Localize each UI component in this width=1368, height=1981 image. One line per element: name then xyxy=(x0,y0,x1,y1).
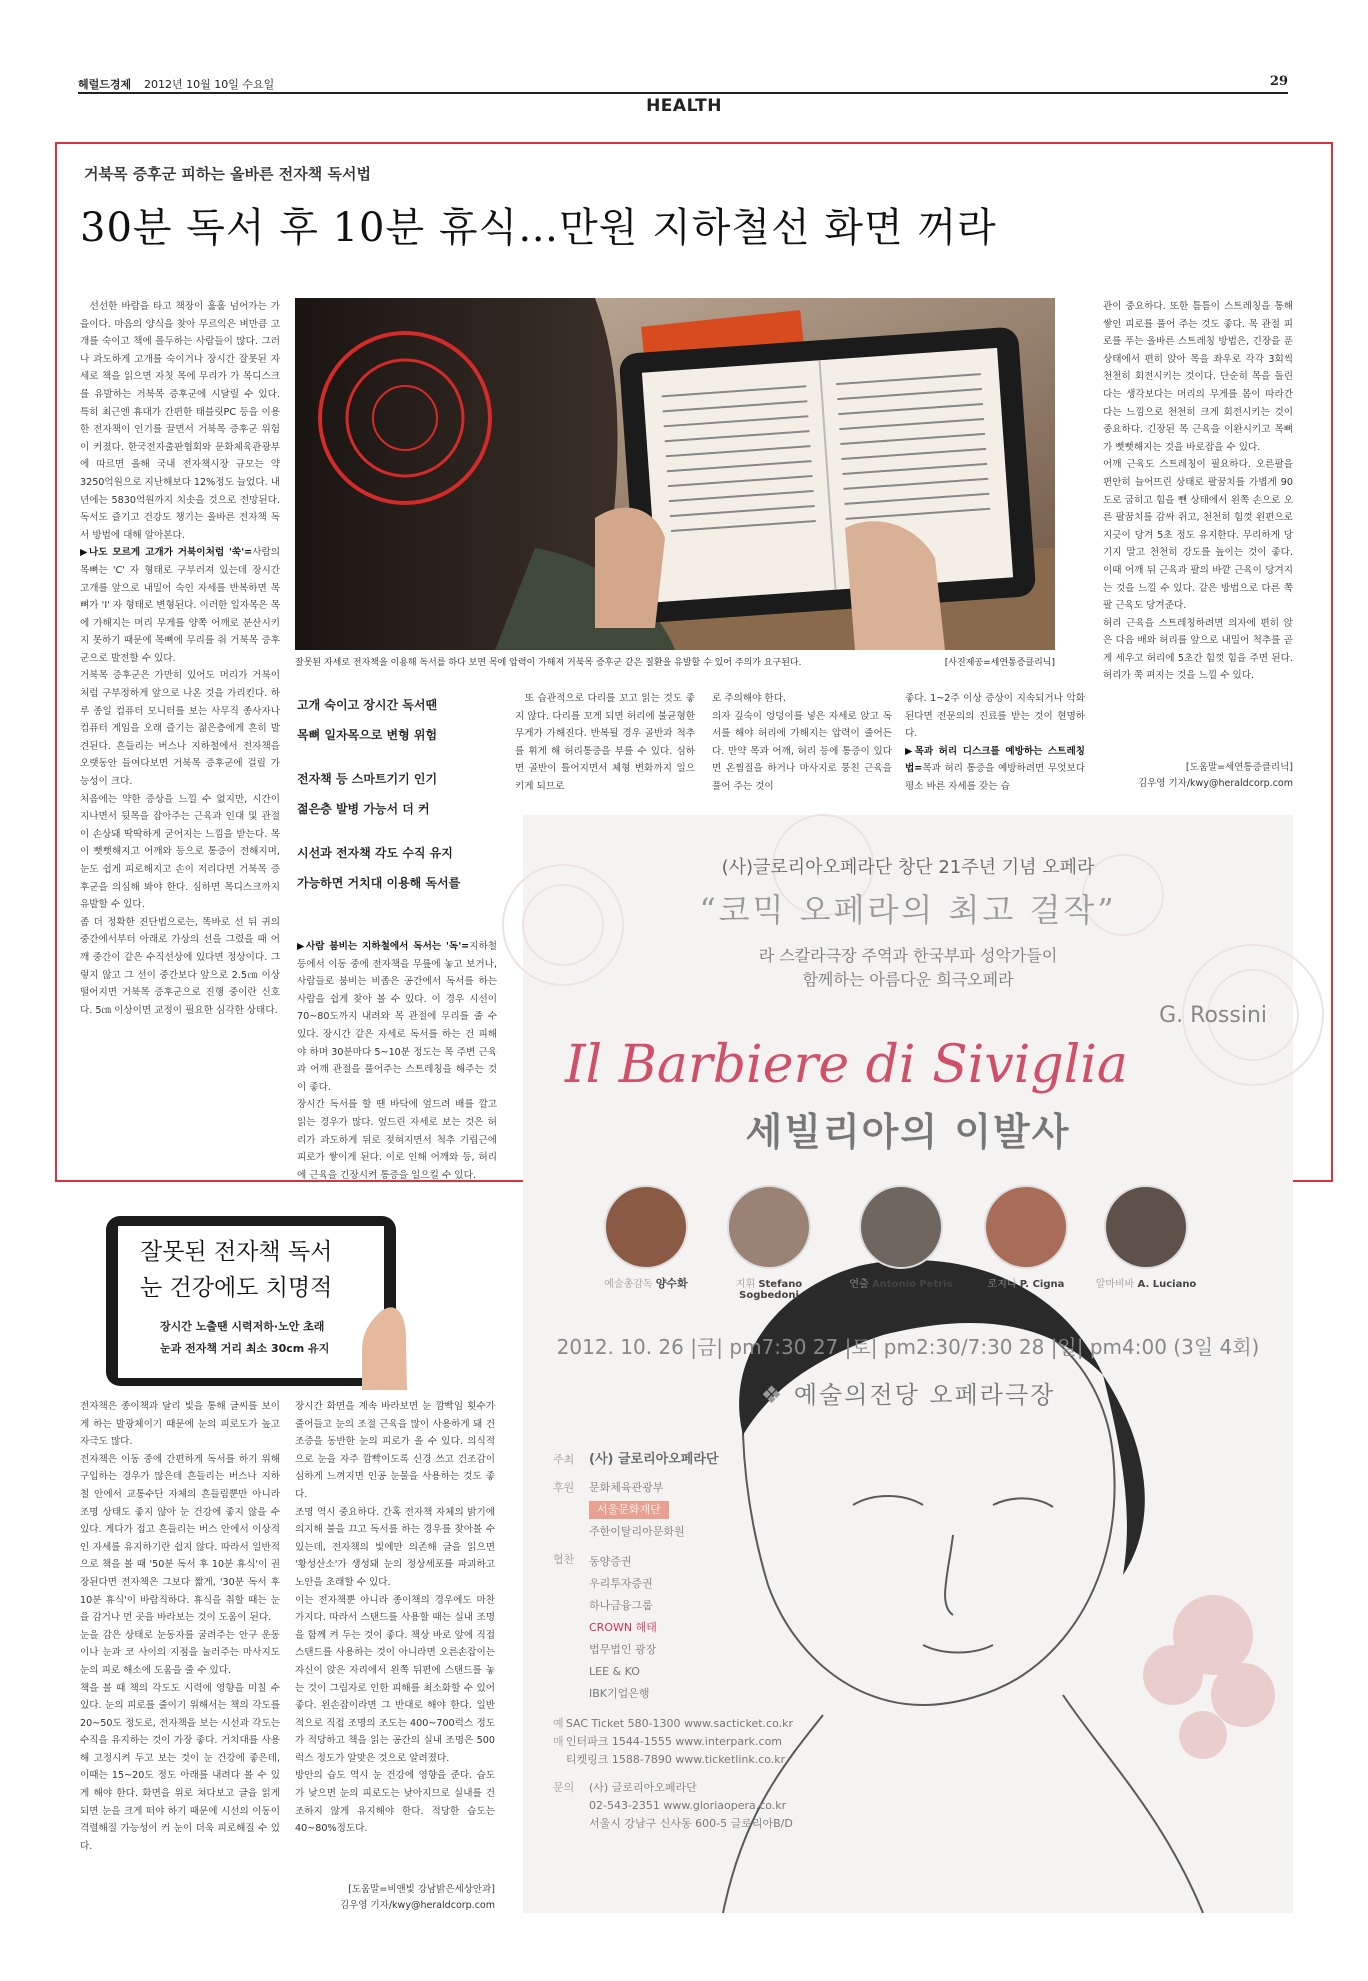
masthead xyxy=(78,74,1288,94)
article2-subhead: 눈과 전자책 거리 최소 30cm 유지 xyxy=(160,1342,330,1355)
article-headline: 30분 독서 후 10분 휴식…만원 지하철선 화면 꺼라 xyxy=(80,205,997,251)
cast-portrait xyxy=(727,1185,811,1269)
article-column-4 xyxy=(712,690,892,798)
cast-name: Antonio Petris xyxy=(871,1279,953,1290)
article2-title-box xyxy=(100,1212,407,1390)
ad-schedule: 2012. 10. 26 |금| pm7:30 27 |토| pm2:30/7:30 28 |일| pm4:00 (3일 4회) xyxy=(556,1335,1260,1359)
subhead-group xyxy=(297,764,477,824)
section-title: HEALTH xyxy=(646,96,722,116)
subhead-line: 가능하면 거치대 이용해 독서를 xyxy=(297,876,461,890)
ad-cooperator: 하나금융그룹 xyxy=(589,1599,653,1612)
photo-caption xyxy=(295,655,1055,668)
ad-credits xyxy=(553,1451,793,1833)
cast-name: P. Cigna xyxy=(1019,1279,1065,1290)
ad-ticket-info: 인터파크 1544-1555 www.interpark.com xyxy=(565,1735,783,1748)
article-byline: 김우영 기자/kwy@heraldcorp.com xyxy=(339,1900,495,1911)
article-subhead: ▶나도 모르게 고개가 거북이처럼 '쑥'= xyxy=(80,547,253,559)
article-subhead: ▶목과 허리 디스크를 예방하는 스트레칭 법= xyxy=(905,745,1085,775)
credits-label: 후원 xyxy=(553,1481,575,1494)
article2-headline-line: 잘못된 전자책 독서 xyxy=(140,1239,333,1265)
issue-date: 2012년 10월 10일 수요일 xyxy=(144,78,275,91)
subhead-group xyxy=(297,838,477,898)
ad-opera-title: Il Barbiere di Siviglia xyxy=(565,1035,1128,1095)
article-column-5 xyxy=(905,690,1085,798)
ad-cooperator: CROWN 해태 xyxy=(589,1621,657,1634)
credits-label: 문의 xyxy=(553,1781,575,1794)
ad-ticket-info: 티켓링크 1588-7890 www.ticketlink.co.kr xyxy=(565,1753,786,1766)
article-column-6 xyxy=(1103,298,1293,758)
article-paragraph: 목과 허리 통증을 예방하려면 무엇보다 평소 바른 자세를 갖는 습 xyxy=(905,763,1085,792)
cast-portrait xyxy=(1104,1185,1188,1269)
cast-name: A. Luciano xyxy=(1137,1279,1197,1290)
cast-member xyxy=(591,1185,701,1291)
article2-column-2 xyxy=(295,1398,495,1886)
article-paragraph: 관이 중요하다. 또한 틈틈이 스트레칭을 통해 쌓인 피로를 풀어 주는 것도 좋다. 목 관절 피로를 푸는 올바른 스트레칭 방법은, 긴장을 푼 상태에서 편히 앉아 목을 좌우로 각각 3회씩 천천히 회전시키는 것이다. 단순히 목을 돌린다는 생각보다는 머리의 무게를 몸이 따라간다는 느낌으로 천천히 크게 회전시키는 것이 중요하다. 긴장된 목 근육을 이완시키고 목뼈가 뻣뻣해지는 것을 바로잡을 수 있다. 어깨 근육도 스트레칭이 필요하다. 오른팔을 편안히 늘어뜨린 상태로 팔꿈치를 가볍게 90도로 굽히고 힘을 뺀 상태에서 왼쪽 손으로 오른 팔꿈치를 감싸 쥐고, 천천히 힘껏 왼편으로 지긋이 당겨 5초 정도 유지한다. 무리하게 당기지 말고 천천히 강도를 높이는 것이 좋다. 이때 어깨 뒤 근육과 팔의 바깥 근육이 당겨지는 것을 느낄 수 있다. 같은 방법으로 다른 쪽 팔 근육도 당겨준다. 허리 근육을 스트레칭하려면 의자에 편히 앉은 다음 배와 허리를 앞으로 내밀어 척추를 곧게 세우고 허리에 5초간 힘껏 힘을 주면 된다. 허리가 쭉 펴지는 것을 느낄 수 있다. xyxy=(1103,301,1293,682)
ad-cast-list xyxy=(591,1185,1211,1305)
article-source: [도움말=비앤빛 강남밝은세상안과] xyxy=(348,1884,495,1895)
ad-sponsor: 서울문화재단 xyxy=(589,1501,669,1519)
article2-headline-line: 눈 건강에도 치명적 xyxy=(140,1275,333,1301)
cast-member xyxy=(971,1185,1081,1290)
venue-logo-icon: ❖ xyxy=(760,1381,785,1409)
cast-portrait xyxy=(859,1185,943,1269)
article-paragraph: 로 주의해야 한다. 의자 깊숙이 엉덩이를 넣은 자세로 앉고 독서를 해야 허리에 가해지는 압력이 줄어든다. 만약 목과 어깨, 허리 등에 통증이 있다면 온찜질을 하거나 마사지로 뭉친 근육을 풀어 주는 것이 xyxy=(712,693,892,792)
ad-cooperator: 법무법인 광장 xyxy=(589,1643,657,1656)
article-subhead: ▶사람 붐비는 지하철에서 독서는 '독'= xyxy=(297,941,470,952)
ad-host: (사) 글로리아오페라단 xyxy=(589,1452,719,1467)
subhead-line: 젊은층 발병 가능서 더 커 xyxy=(297,802,430,816)
ad-inquiry: 서울시 강남구 신사동 600-5 글로리아B/D xyxy=(589,1817,793,1830)
cast-member xyxy=(1091,1185,1201,1290)
cast-role: 알마비바 xyxy=(1095,1279,1135,1290)
photo-credit: [사진제공=세연통증클리닉] xyxy=(944,658,1055,668)
cast-role: 예술총감독 xyxy=(604,1279,653,1290)
ad-venue-name: 예술의전당 오페라극장 xyxy=(793,1381,1056,1409)
article2-subheads xyxy=(160,1316,329,1360)
subhead-line: 목뼈 일자목으로 변형 위험 xyxy=(297,728,438,742)
ad-line-3: 라 스칼라극장 주역과 한국부파 성악가들이 xyxy=(758,946,1058,965)
opera-advertisement xyxy=(523,815,1293,1913)
cast-member xyxy=(841,1185,961,1290)
ad-venue xyxy=(523,1375,1293,1410)
page-number: 29 xyxy=(1269,74,1288,89)
article-column-3 xyxy=(515,690,695,798)
article2-subhead: 장시간 노출땐 시력저하·노안 초래 xyxy=(160,1320,325,1333)
cast-name: Stefano Sogbedoni xyxy=(739,1279,803,1301)
article-photo xyxy=(295,298,1055,650)
article-paragraph: 좋다. 1~2주 이상 증상이 지속되거나 악화된다면 전문의의 진료를 받는 것이 현명하다. xyxy=(905,693,1085,740)
ad-sponsor: 주한이탈리아문화원 xyxy=(589,1525,685,1538)
article-paragraph: 또 습관적으로 다리를 꼬고 읽는 것도 좋지 않다. 다리를 꼬게 되면 허리에 불균형한 무게가 가해진다. 반복될 경우 골반과 척추를 휘게 해 허리통증을 부를 수 있다. 심하면 골반이 틀어지면서 체형 변화까지 일으키게 되므로 xyxy=(515,693,695,792)
cast-role: 로지나 xyxy=(987,1279,1017,1290)
article-source: [도움말=세연통증클리닉] xyxy=(1185,762,1293,773)
ad-ticket-info: SAC Ticket 580-1300 www.sacticket.co.kr xyxy=(565,1717,793,1730)
article-kicker: 거북목 증후군 피하는 올바른 전자책 독서법 xyxy=(84,165,371,183)
cast-portrait xyxy=(984,1185,1068,1269)
ad-cooperator: LEE & KO xyxy=(589,1665,640,1678)
cast-role: 지휘 xyxy=(735,1279,756,1290)
ad-cooperator: 우리투자증권 xyxy=(589,1577,653,1590)
credits-label: 협찬 xyxy=(553,1553,575,1566)
ad-line-4: 함께하는 아름다운 희극오페라 xyxy=(802,970,1014,989)
publication-name: 헤럴드경제 xyxy=(78,78,132,91)
ad-cooperator: IBK기업은행 xyxy=(589,1687,650,1700)
article-column-1 xyxy=(80,298,280,1170)
ad-tagline: “코믹 오페라의 최고 걸작” xyxy=(699,891,1117,929)
subhead-line: 전자책 등 스마트기기 인기 xyxy=(297,772,438,786)
cast-portrait xyxy=(604,1185,688,1269)
article-paragraph: 장시간 화면을 계속 바라보면 눈 깜빡임 횟수가 줄어들고 눈의 조절 근육을 많이 사용하게 돼 건조증을 동반한 눈의 피로가 올 수 있다. 의식적으로 눈을 자주 깜빡이도록 신경 쓰고 건조감이 심하게 느껴지면 인공 눈물을 사용하는 것도 좋다. 조명 역시 중요하다. 간혹 전자책 자체의 밝기에 의지해 불을 끄고 독서를 하는 경우를 찾아볼 수 있는데, 전자책의 빛에만 의존해 글을 읽으면 '황성산소'가 생성돼 눈의 정상세포를 파괴하고 노안을 초래할 수 있다. 이는 전자책뿐 아니라 종이책의 경우에도 마찬가지다. 따라서 스탠드를 사용할 때는 실내 조명을 함께 켜 두는 것이 좋다. 책상 바로 앞에 직접 스탠드를 사용하는 것이 아니라면 오른손잡이는 자신이 앉은 자리에서 왼쪽 뒤편에 스탠드를 놓는 것이 그림자로 인한 피해를 최소화할 수 있어 좋다. 왼손잡이라면 그 반대로 해야 한다. 일반적으로 직접 조명의 조도는 400~700럭스 정도가 적당하고 책을 읽는 공간의 실내 조명은 500럭스 정도가 알맞은 것으로 알려졌다. 방안의 습도 역시 눈 건강에 영향을 준다. 습도가 낮으면 눈의 피로도는 낮아지므로 실내를 건조하지 않게 유지해야 한다. 적당한 습도는 40~80%정도다. xyxy=(295,1401,495,1835)
tablet-reading-photo xyxy=(295,298,1055,650)
ad-sponsor: 문화체육관광부 xyxy=(589,1481,664,1494)
credits-label: 예매 xyxy=(553,1717,564,1748)
ad-inquiry: (사) 글로리아오페라단 xyxy=(589,1781,697,1794)
article2-headline xyxy=(140,1234,332,1306)
article-subheads xyxy=(297,690,477,912)
ad-inquiry: 02-543-2351 www.gloriaopera.co.kr xyxy=(589,1799,787,1812)
subhead-line: 고개 숙이고 장시간 독서땐 xyxy=(297,698,438,712)
article2-column-1 xyxy=(80,1398,280,1920)
credits-label: 주최 xyxy=(553,1453,575,1466)
article-paragraph: 사람의 목뼈는 'C' 자 형태로 구부러져 있는데 장시간 고개를 앞으로 내밀어 숙인 자세를 반복하면 목뼈가 'I' 자 형태로 변형된다. 이러한 일자목은 목에 가해지는 머리 무게를 양쪽 어깨로 분산시키지 못하기 때문에 목뼈에 무리를 줘 거북목 증후군으로 발전할 수 있다. 거북목 증후군은 가만히 있어도 머리가 거북이처럼 구부정하게 앞으로 나온 것을 가리킨다. 하루 종일 컴퓨터 모니터를 보는 사무직 종사자나 컴퓨터 게임을 오래 즐기는 젊은층에게 흔히 발견된다. 흔들리는 버스나 지하철에서 전자책을 오랫동안 들여다보면 거북목 증후군에 걸릴 가능성이 크다. 처음에는 약한 증상을 느낄 수 없지만, 시간이 지나면서 뒷목을 잡아주는 근육과 인대 및 관절이 손상돼 딱딱하게 굳어지는 느낌을 받는다. 목이 뻣뻣해지고 어깨와 등으로 통증이 전해지며, 눈도 쉽게 피로해지고 손이 저리다면 거북목 증후군을 의심해 봐야 한다. 심하면 목디스크까지 유발할 수 있다. 좀 더 정확한 진단법으로는, 똑바로 선 뒤 귀의 중간에서부터 아래로 가상의 선을 그렸을 때 어깨 중간이 같은 수직선상에 있다면 정상이다. 그렇지 않고 그 선이 중간보다 앞으로 2.5㎝ 이상 떨어지면 거북목 증후군으로 진행 중이란 신호다. 5㎝ 이상이면 교정이 필요한 심각한 상태다. xyxy=(80,547,280,1016)
article-paragraph: 전자책은 종이책과 달리 빛을 통해 글씨를 보이게 하는 발광체이기 때문에 눈의 피로도가 높고 자극도 많다. 전자책은 이동 중에 간편하게 독서를 하기 위해 구입하는 경우가 많은데 흔들리는 버스나 지하철 안에서 교통수단 자체의 흔들림뿐만 아니라 조명 상태도 좋지 않아 눈 건강에 좋지 않을 수 있다. 게다가 접고 흔들리는 버스 안에서 이상적인 자세를 유지하기란 쉽지 않다. 따라서 일반적으로 책을 볼 때 '50분 독서 후 10분 휴식'이 권장된다면 전자책은 그보다 짧게, '30분 독서 후 10분 휴식'이 바람직하다. 휴식을 취할 때는 눈을 감거나 먼 곳을 바라보는 것이 도움이 된다. 눈을 감은 상태로 눈동자를 굴려주는 안구 운동이나 눈과 코 사이의 지점을 눌러주는 마사지도 눈의 피로 해소에 도움을 줄 수 있다. 책을 볼 때 책의 각도도 시력에 영향을 미칠 수 있다. 눈의 피로를 줄이기 위해서는 책의 각도를 20~50도 정도로, 전자책을 보는 시선과 각도는 수직을 유지하는 것이 가장 좋다. 거치대를 사용해 고정시켜 두고 보는 것이 눈 건강에 좋은데, 이때는 15~20도 정도 아래를 내려다 볼 수 있게 해야 한다. 화면을 위로 쳐다보고 글을 읽게 되면 눈을 크게 떠야 하기 때문에 시선의 이동이 격렬해질 가능성이 커 눈이 더욱 피로해질 수 있다. xyxy=(80,1401,280,1852)
article-paragraph: 선선한 바람을 타고 책장이 훌훌 넘어가는 가을이다. 마음의 양식을 찾아 무르익은 벼만큼 고개를 숙이고 책에 몰두하는 사람들이 많다. 그러나 과도하게 고개를 숙이거나 장시간 잘못된 자세로 책을 읽으면 자칫 목에 무리가 가 목디스크를 유발하는 거북목 증후군에 시달릴 수 있다. 특히 최근엔 휴대가 간편한 태블릿PC 등을 이용한 전자책이 인기를 끌면서 거북목 증후군 위험이 커졌다. 한국전자출판협회와 문화체육관광부에 따르면 올해 국내 전자책시장 규모는 약 3250억원으로 지난해보다 12%정도 늘었다. 내년에는 5830억원까지 치솟을 것으로 전망된다. 독서도 즐기고 건강도 챙기는 올바른 전자책 독서 방법에 대해 알아본다. xyxy=(80,301,280,541)
cast-member xyxy=(709,1185,829,1301)
ad-cooperator: 동양증권 xyxy=(589,1555,632,1568)
article-byline: 김우영 기자/kwy@heraldcorp.com xyxy=(1137,778,1293,789)
article-paragraph: 지하철 등에서 이동 중에 전자책을 무릎에 놓고 보거나, 사람들로 붐비는 비좁은 공간에서 독서를 하는 사람을 쉽게 찾아 볼 수 있다. 이 경우 시선이 70~80도까지 내려와 목 관절에 무리를 줄 수 있다. 장시간 같은 자세로 독서를 하는 건 피해야 하며 30분마다 5~10분 정도는 목 주변 근육과 어깨 관절을 풀어주는 스트레칭을 해주는 것이 좋다. 장시간 독서를 할 땐 바닥에 엎드려 배를 깔고 읽는 경우가 많다. 엎드린 자세로 보는 것은 허리가 과도하게 뒤로 젖혀지면서 척추 기립근에 피로가 쌓이게 된다. 이로 인해 어깨와 등, 허리에 근육을 긴장시켜 통증을 일으킬 수 있다. xyxy=(297,941,497,1181)
article2-signature xyxy=(295,1882,495,1914)
caption-text: 잘못된 자세로 전자책을 이용해 독서를 하다 보면 목에 압력이 가해져 거북목 증후군 같은 질환을 유발할 수 있어 주의가 요구된다. xyxy=(295,658,802,668)
cast-name: 양수화 xyxy=(655,1277,688,1290)
subhead-line: 시선과 전자책 각도 수직 유지 xyxy=(297,846,453,860)
cast-role: 연출 xyxy=(849,1279,869,1290)
ad-line-1: (사)글로리아오페라단 창단 21주년 기념 오페라 xyxy=(721,857,1095,878)
ad-opera-title-korean: 세빌리아의 이발사 xyxy=(745,1110,1071,1154)
subhead-group xyxy=(297,690,477,750)
article-column-2 xyxy=(297,938,497,1181)
article-signature xyxy=(1103,760,1293,792)
ad-composer: G. Rossini xyxy=(1159,1003,1267,1028)
